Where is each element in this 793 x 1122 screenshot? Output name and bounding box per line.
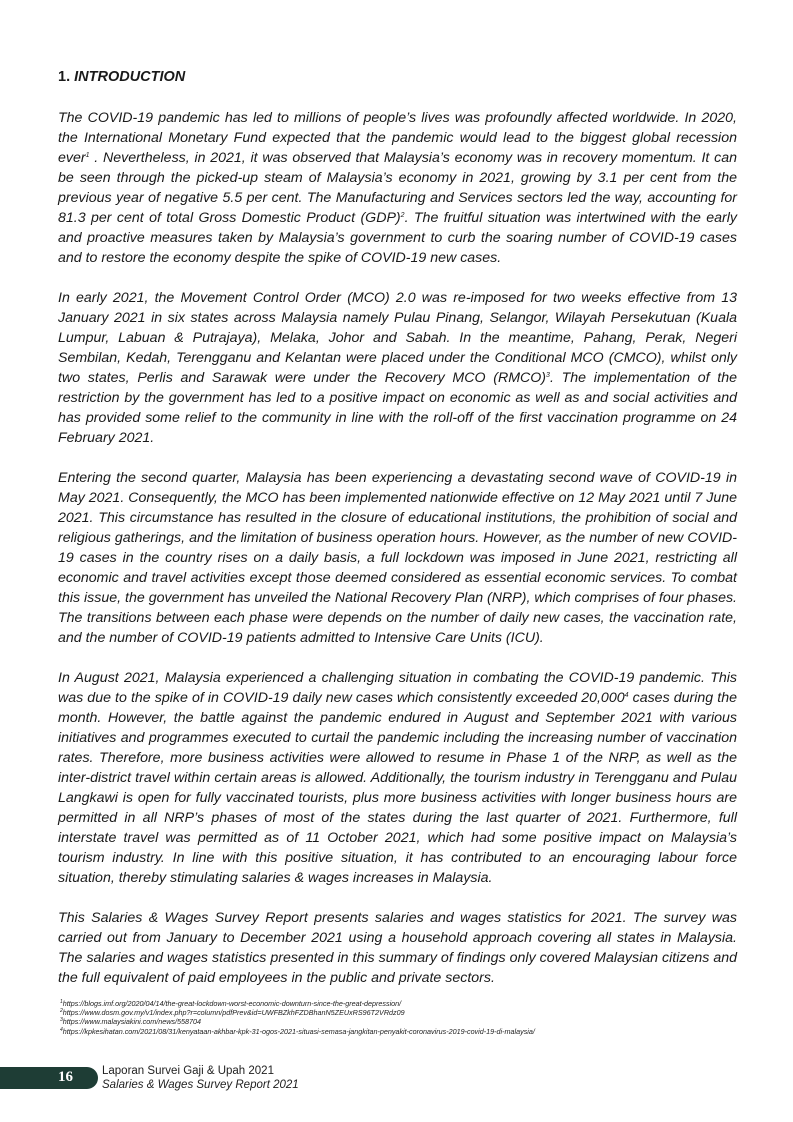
footnote-1-link[interactable]: https://blogs.imf.org/2020/04/14/the-great-lockdown-worst-economic-downturn-since-the-great-depression/ xyxy=(62,999,402,1008)
section-number: 1. xyxy=(58,69,71,85)
footnote-4 xyxy=(60,1027,739,1036)
body-text xyxy=(58,108,737,1008)
paragraph-1-text-a: The COVID-19 pandemic has led to millions of people’s lives was profoundly affected worldwide. In 2020, the International Monetary Fund expected that the pandemic would lead to the biggest global recession ever xyxy=(58,110,737,166)
report-title-english: Salaries & Wages Survey Report 2021 xyxy=(102,1079,299,1091)
paragraph-2-text-b: . The implementation of the restriction by the government has led to a positive impact on economic as well as and social activities and has provided some relief to the community in line with the roll-off of the first vaccination programme on 24 February 2021. xyxy=(58,370,738,446)
footnote-2-marker: 2 xyxy=(60,1008,63,1015)
section-title: INTRODUCTION xyxy=(74,69,186,85)
paragraph-5: This Salaries & Wages Survey Report presents salaries and wages statistics for 2021. The survey was carried out from January to December 2021 using a household approach covering all states in Malaysia. The salaries and wages statistics presented in this summary of findings only covered Malaysian citizens and the full equivalent of paid employees in the public and private sectors. xyxy=(58,910,737,986)
paragraph-2-text-a: In early 2021, the Movement Control Order (MCO) 2.0 was re-imposed for two weeks effective from 13 January 2021 in six states across Malaysia namely Pulau Pinang, Selangor, Wilayah Persekutuan (Kuala Lumpur, Labuan & Putrajaya), Melaka, Johor and Sabah. In the meantime, Pahang, Perak, Negeri Sembilan, Kedah, Terengganu and Kelantan were placed under the Conditional MCO (CMCO), whilst only two states, Perlis and Sarawak were under the Recovery MCO (RMCO) xyxy=(58,290,737,386)
footnote-4-link[interactable]: https://kpkesihatan.com/2021/08/31/kenyataan-akhbar-kpk-31-ogos-2021-situasi-semasa-jangkitan-penyakit-coronavirus-2019-covid-19-di-malaysia/ xyxy=(62,1026,535,1036)
paragraph-1 xyxy=(58,108,737,268)
footnote-ref-1: 1 xyxy=(85,152,90,159)
paragraph-1-text-c: . The fruitful situation was intertwined with the early and proactive measures taken by Malaysia’s government to curb the soaring number of COVID-19 cases and to restore the economy despite the spike of COVID-19 new cases. xyxy=(58,210,737,266)
footnote-1 xyxy=(60,999,739,1008)
footnotes xyxy=(60,999,739,1036)
page-number-tab xyxy=(0,1067,98,1089)
report-title-malay: Laporan Survei Gaji & Upah 2021 xyxy=(102,1065,274,1077)
paragraph-3: Entering the second quarter, Malaysia has been experiencing a devastating second wave of COVID-19 in May 2021. Consequently, the MCO has been implemented nationwide effective on 12 May 2021 until 7 June 2021. This circumstance has resulted in the closure of educational institutions, the prohibition of social and religious gatherings, and the limitation of business operation hours. However, as the number of new COVID-19 cases in the country rises on a daily basis, a full lockdown was imposed in June 2021, restricting all economic and travel activities except those deemed considered as essential economic services. To combat this issue, the government has unveiled the National Recovery Plan (NRP), which comprises of four phases. The transitions between each phase were depends on the number of daily new cases, the vaccination rate, and the number of COVID-19 patients admitted to Intensive Care Units (ICU). xyxy=(58,470,737,646)
page-number: 16 xyxy=(58,1069,73,1085)
paragraph-1-text-b: . Nevertheless, in 2021, it was observed that Malaysia’s economy was in recovery momentum. It can be seen through the picked-up steam of Malaysia’s economy in 2021, growing by 3.1 per cent from the previous year of negative 5.5 per cent. The Manufacturing and Services sectors led the way, accounting for 81.3 per cent of total Gross Domestic Product (GDP) xyxy=(58,150,737,226)
footnote-1-marker: 1 xyxy=(60,999,63,1005)
footnote-2 xyxy=(60,1008,739,1017)
footnote-ref-3: 3 xyxy=(546,372,550,379)
paragraph-2 xyxy=(58,288,737,448)
footnote-3 xyxy=(60,1017,739,1026)
footnote-2-link[interactable]: https://www.dosm.gov.my/v1/index.php?r=column/pdfPrev&id=UWFBZkhFZDBhanN5ZEUxRS96T2VRdz09 xyxy=(62,1008,405,1018)
paragraph-4-text-a: In August 2021, Malaysia experienced a challenging situation in combating the COVID-19 pandemic. This was due to the spike of in COVID-19 daily new cases which consistently exceeded 20,000 xyxy=(58,670,737,706)
footnote-3-link[interactable]: https://www.malaysiakini.com/news/558704 xyxy=(62,1017,202,1027)
section-heading xyxy=(58,69,185,85)
footnote-ref-2: 2 xyxy=(400,212,405,219)
footnote-ref-4: 4 xyxy=(624,692,629,699)
footnote-4-marker: 4 xyxy=(60,1026,63,1033)
paragraph-4-text-b: cases during the month. However, the battle against the pandemic endured in August and September 2021 with various initiatives and programmes executed to curtail the pandemic including the increasing number of vaccination rates. Therefore, more business activities were allowed to resume in Phase 1 of the NRP, as well as the inter-district travel within certain areas is allowed. Additionally, the tourism industry in Terengganu and Pulau Langkawi is open for fully vaccinated tourists, plus more business activities with longer business hours are permitted in all NRP’s phases of most of the states during the last quarter of 2021. Furthermore, full interstate travel was permitted as of 11 October 2021, which had some positive impact on Malaysia’s tourism industry. In line with this positive situation, it has contributed to an encouraging labour force situation, thereby stimulating salaries & wages increases in Malaysia. xyxy=(58,690,737,886)
paragraph-4 xyxy=(58,668,737,888)
footnote-3-marker: 3 xyxy=(60,1017,63,1024)
